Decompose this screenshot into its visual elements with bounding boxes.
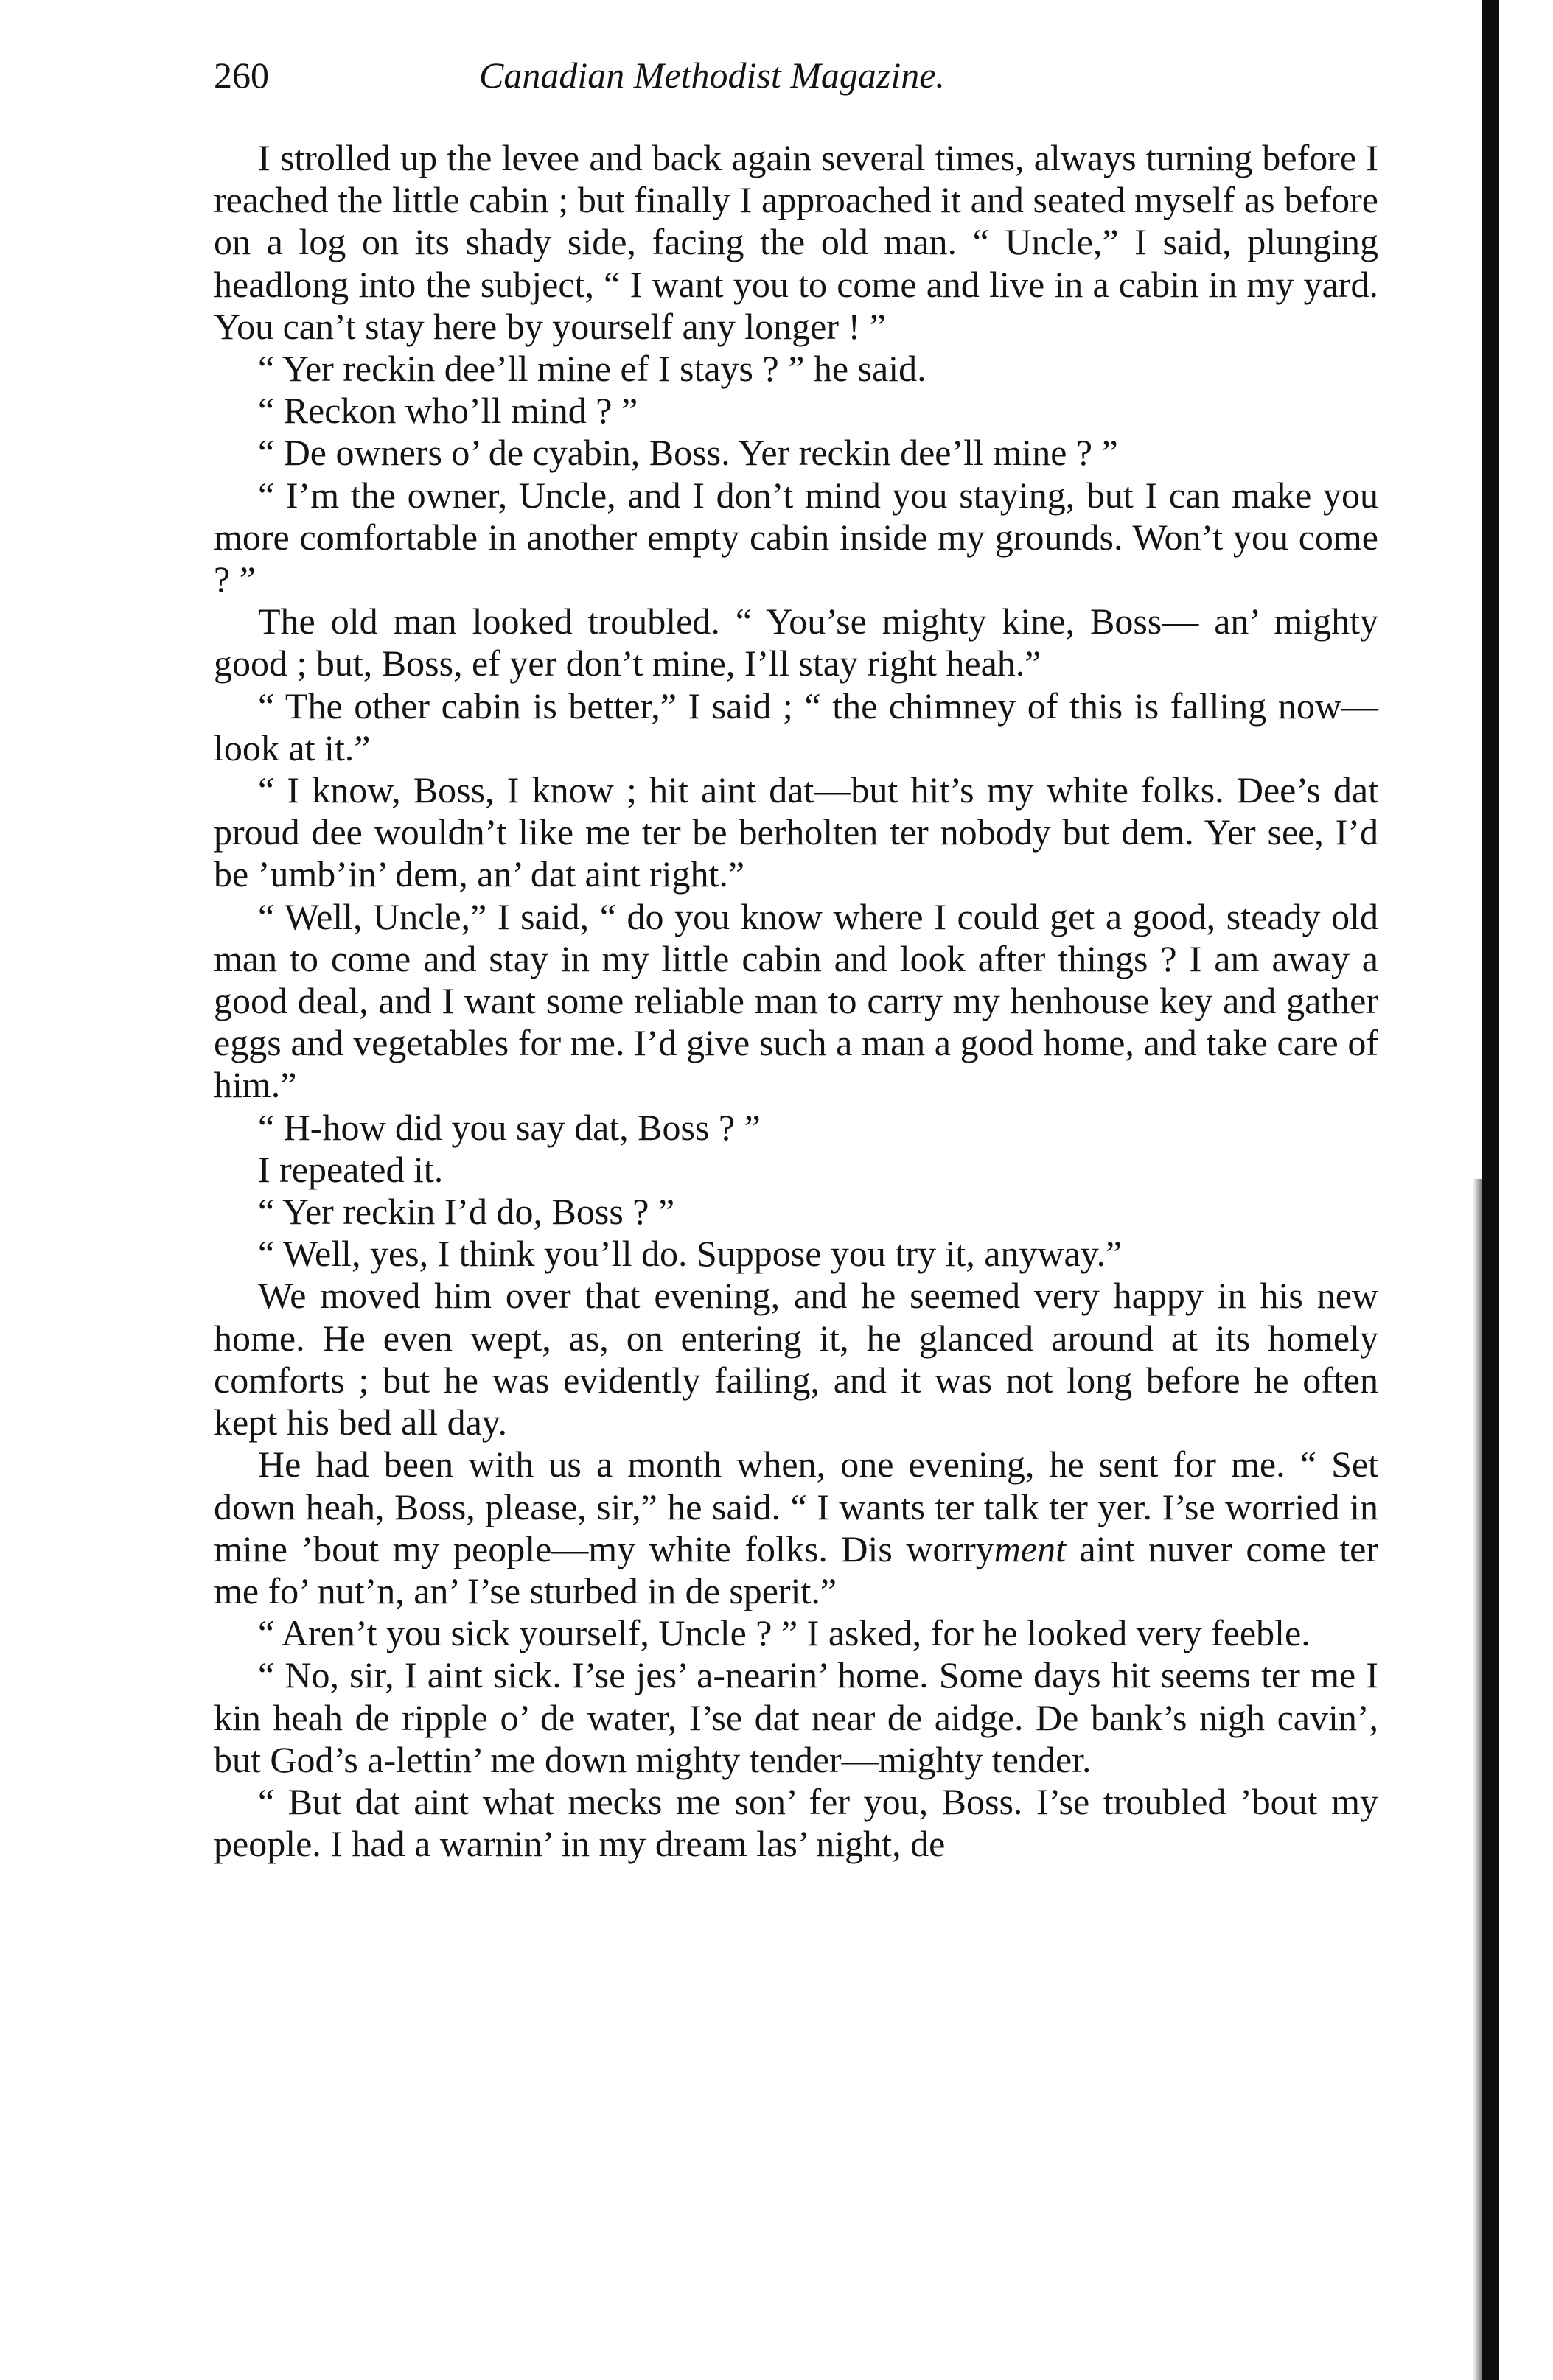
paragraph: “ De owners o’ de cyabin, Boss. Yer reckin dee’ll mine ? ” — [258, 432, 1118, 474]
paragraph: “ The other cabin is better,” I said ; “ the chimney of this is falling now—look at it.” — [214, 685, 1378, 769]
paragraph: The old man looked troubled. “ You’se mighty kine, Boss— an’ mighty good ; but, Boss, ef yer don’t mine, I’ll stay right heah.” — [214, 601, 1378, 685]
paragraph: “ Reckon who’ll mind ? ” — [258, 390, 638, 432]
paragraph: “ Yer reckin dee’ll mine ef I stays ? ” he said. — [258, 348, 926, 390]
paragraph: “ H-how did you say dat, Boss ? ” — [258, 1106, 761, 1148]
paragraph: “ Well, yes, I think you’ll do. Suppose you try it, anyway.” — [258, 1233, 1123, 1275]
paragraph: “ But dat aint what mecks me son’ fer you, Boss. I’se troubled ’bout my people. I had a warnin’ in my dream las’ night, de — [214, 1780, 1378, 1865]
page-shadow — [1473, 1179, 1482, 2380]
page-number: 260 — [214, 55, 269, 96]
paragraph: “ Well, Uncle,” I said, “ do you know where I could get a good, steady old man to come and stay in my little cabin and look after things ? I am away a good deal, and I want some reliable man to carry my henhouse key and gather eggs and vegetables for me. I’d give such a man a good home, and take care of him.” — [214, 895, 1378, 1106]
paragraph: He had been with us a month when, one evening, he sent for me. “ Set down heah, Boss, please, sir,” he said. “ I wants ter talk ter yer. I’se worried in mine ’bout my people—my white folks. Dis worryment aint nuver come ter me fo’ nut’n, an’ I’se sturbed in de sperit.” — [214, 1443, 1378, 1611]
paragraph: “ Yer reckin I’d do, Boss ? ” — [258, 1191, 675, 1233]
paragraph: “ No, sir, I aint sick. I’se jes’ a-nearin’ home. Some days hit seems ter me I kin heah de ripple o’ de water, I’se dat near de aidge. De bank’s nigh cavin’, but God’s a-lettin’ me down mighty tender—mighty tender. — [214, 1654, 1378, 1780]
paragraph: We moved him over that evening, and he seemed very happy in his new home. He even wept, as, on entering it, he glanced around at its homely comforts ; but he was evidently failing, and it was not long before he often kept his bed all day. — [214, 1275, 1378, 1443]
paragraph: I strolled up the levee and back again several times, always turning before I reached the little cabin ; but finally I approached it and seated myself as before on a log on its shady side, facing the old man. “ Uncle,” I said, plunging headlong into the subject, “ I want you to come and live in a cabin in my yard. You can’t stay here by yourself any longer ! ” — [214, 137, 1378, 347]
paragraph: “ I’m the owner, Uncle, and I don’t mind you staying, but I can make you more comfortable in another empty cabin inside my grounds. Won’t you come ? ” — [214, 474, 1378, 601]
paragraph: I repeated it. — [258, 1148, 444, 1190]
paragraph: “ Aren’t you sick yourself, Uncle ? ” I asked, for he looked very feeble. — [258, 1612, 1311, 1654]
page-header — [214, 46, 1378, 105]
running-title: Canadian Methodist Magazine. — [479, 55, 945, 96]
body-text — [214, 137, 1378, 1865]
binding-edge — [1482, 0, 1499, 2380]
paragraph: “ I know, Boss, I know ; hit aint dat—but hit’s my white folks. Dee’s dat proud dee wouldn’t like me ter be berholten ter nobody but dem. Yer see, I’d be ’umb’in’ dem, an’ dat aint right.” — [214, 769, 1378, 895]
